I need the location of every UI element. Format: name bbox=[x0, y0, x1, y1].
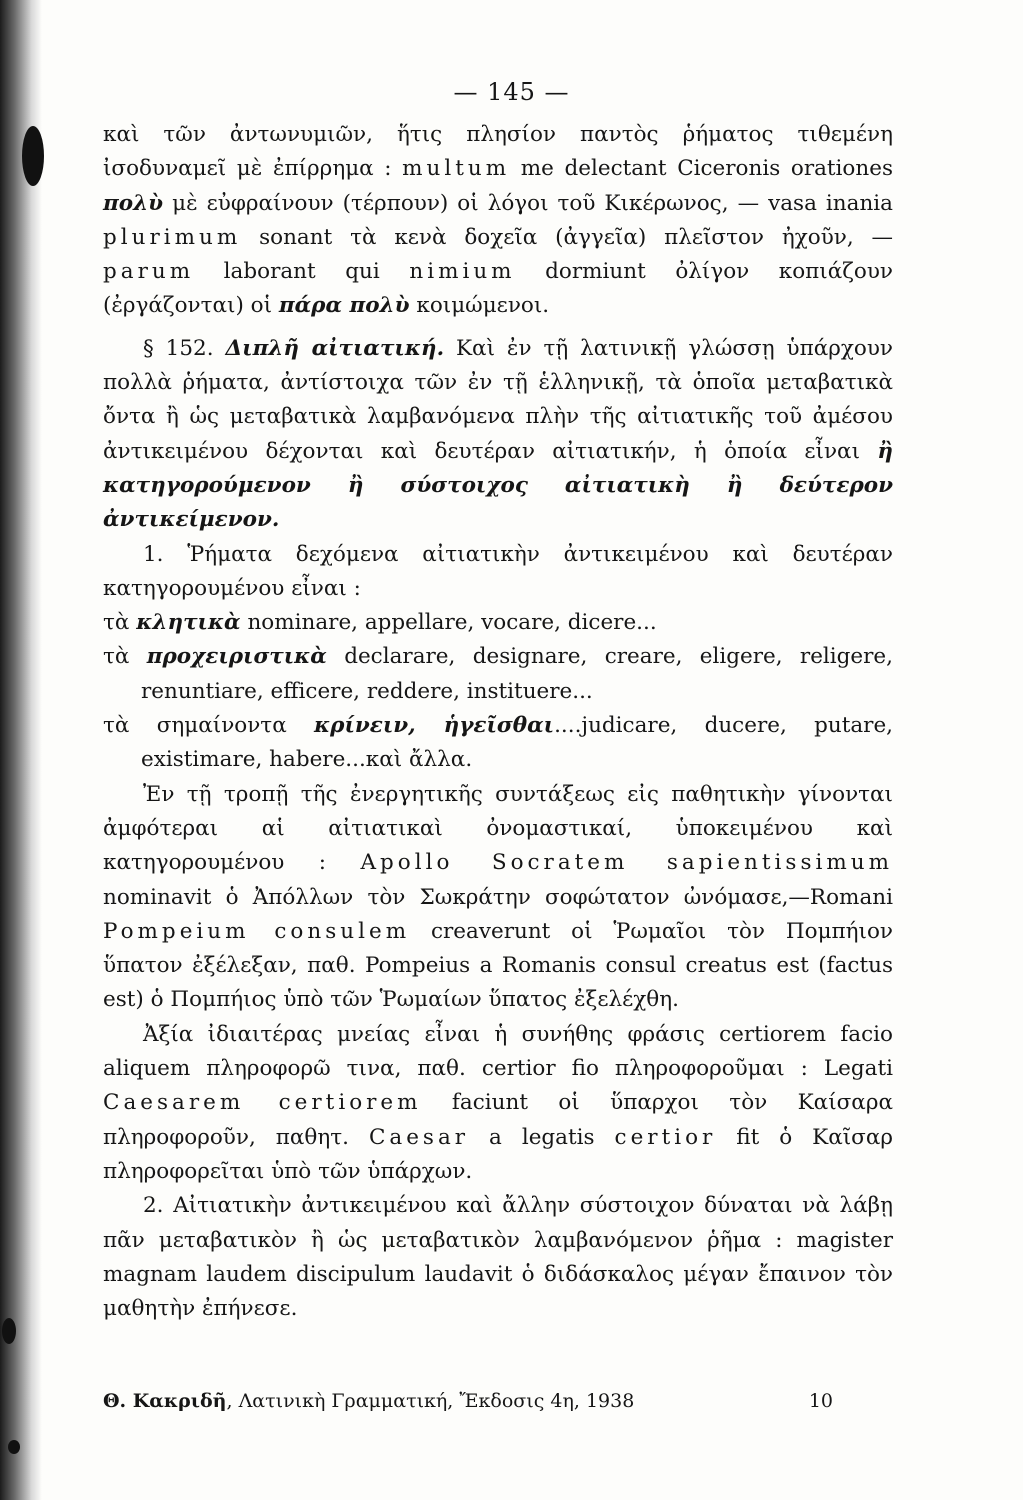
list-item: τὰ κλητικὰ nominare, appellare, vocare, dicere... bbox=[103, 610, 657, 636]
paragraph-continuation: καὶ τῶν ἀντωνυμιῶν, ἥτις πλησίον παντὸς ῥήματος τιθεμένη ἰσοδυναμεῖ μὲ ἐπίρρημα : multum me delectant Ciceronis orationes πολὺ μὲ εὐφραίνουν (τέρπουν) οἱ λόγοι τοῦ Κικέρωνος, — vasa inania plurimum sonant τὰ κενὰ δοχεῖα (ἀγγεῖα) πλεῖστον ἠχοῦν, — parum laborant qui nimium dormiunt ὀλίγον κοπιάζουν (ἐργάζονται) οἱ πάρα πολὺ κοιμώμενοι. bbox=[103, 122, 893, 319]
paragraph-rule-2: 2. Αἰτιατικὴν ἀντικειμένου καὶ ἄλλην σύστοιχον δύναται νὰ λάβῃ πᾶν μεταβατικὸν ἢ ὡς μεταβατικὸν λαμβανόμενον ῥῆμα : magister magnam laudem discipulum laudavit ὁ διδάσκαλος μέγαν ἔπαινον τὸν μαθητὴν ἐπήνεσε. bbox=[103, 1193, 893, 1322]
footer-signature bbox=[103, 1390, 833, 1412]
page-body bbox=[103, 118, 893, 1326]
section-152: § 152. Διπλῆ αἰτιατική. Καὶ ἐν τῇ λατινικῇ γλώσσῃ ὑπάρχουν πολλὰ ῥήματα, ἀντίστοιχα τῶν ἐν τῇ ἑλληνικῇ, τὰ ὁποῖα μεταβατικὰ ὄντα ἢ ὡς μεταβατικὰ λαμβανόμενα πλὴν τῆς αἰτιατικῆς τοῦ ἀμέσου ἀντικειμένου δέχονται καὶ δευτέραν αἰτιατικήν, ἡ ὁποία εἶναι ἢ κατηγορούμενον ἢ σύστοιχος αἰτιατικὴ ἢ δεύτερον ἀντικείμενον. bbox=[103, 335, 894, 533]
paragraph-certiorem: Ἀξία ἰδιαιτέρας μνείας εἶναι ἡ συνήθης φράσις certiorem facio aliquem πληροφορῶ τινα, παθ. certior fio πληροφοροῦμαι : Legati Caesarem certiorem faciunt οἱ ὕπαρχοι τὸν Καίσαρα πληροφοροῦν, παθητ. Caesar a legatis certior fit ὁ Καῖσαρ πληροφορεῖται ὑπὸ τῶν ὑπάρχων. bbox=[103, 1021, 893, 1184]
sheet-number: 10 bbox=[808, 1390, 833, 1412]
footer-citation: Θ. Κακριδῆ, Λατινικὴ Γραμματική, Ἔκδοσις 4η, 1938 bbox=[103, 1390, 635, 1412]
ink-smudge bbox=[8, 1440, 20, 1454]
paragraph-rule-1: 1. Ῥήματα δεχόμενα αἰτιατικὴν ἀντικειμένου καὶ δευτέραν κατηγορουμένου εἶναι : bbox=[103, 541, 893, 601]
section-heading: Διπλῆ αἰτιατική. bbox=[225, 335, 445, 361]
paragraph-passive: Ἐν τῇ τροπῇ τῆς ἐνεργητικῆς συντάξεως εἰς παθητικὴν γίνονται ἀμφότεραι αἱ αἰτιατικαὶ ὀνομαστικαί, ὑποκειμένου καὶ κατηγορουμένου : Apollo Socratem sapientissimum nominavit ὁ Ἀπόλλων τὸν Σωκράτην σοφώτατον ὠνόμασε,—Romani Pompeium consulem creaverunt οἱ Ῥωμαῖοι τὸν Πομπήιον ὕπατον ἐξέλεξαν, παθ. Pompeius a Romanis consul creatus est (factus est) ὁ Πομπήιος ὑπὸ τῶν Ῥωμαίων ὕπατος ἐξελέχθη. bbox=[103, 781, 893, 1013]
list-item: τὰ προχειριστικὰ declarare, designare, creare, eligere, religere, renuntiare, efficere, reddere, instituere... bbox=[103, 644, 893, 704]
ink-smudge bbox=[2, 1318, 16, 1344]
page-number: — 145 — bbox=[453, 78, 570, 106]
ink-smudge bbox=[22, 126, 44, 186]
page-edge-shadow bbox=[0, 0, 42, 1500]
list-item: τὰ σημαίνοντα κρίνειν, ἡγεῖσθαι....judicare, ducere, putare, existimare, habere...καὶ ἄλλα. bbox=[103, 713, 893, 773]
